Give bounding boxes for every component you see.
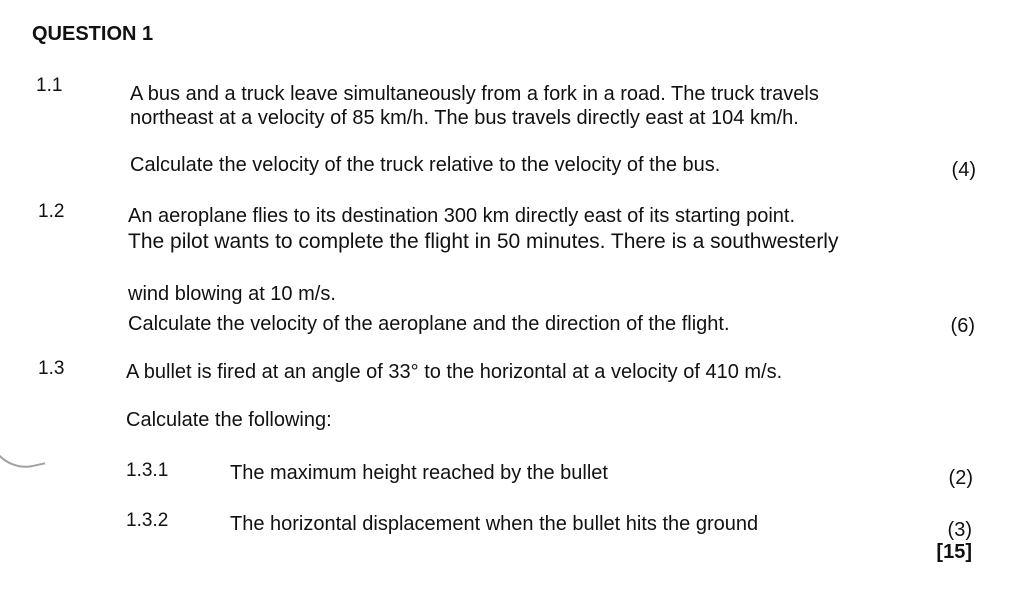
question-number-1-3: 1.3 bbox=[38, 358, 65, 379]
question-1-2-marks: (6) bbox=[950, 315, 975, 337]
question-1-3-1-marks: (2) bbox=[948, 467, 973, 489]
question-1-3-instruction: Calculate the following: bbox=[126, 409, 332, 431]
question-1-1-instruction: Calculate the velocity of the truck relative to the velocity of the bus. bbox=[130, 154, 721, 176]
question-total-marks: [15] bbox=[936, 541, 972, 563]
question-1-2-line-2: The pilot wants to complete the flight in 50 minutes. There is a southwesterly bbox=[128, 230, 839, 253]
scan-artifact-arc bbox=[0, 427, 45, 475]
question-number-1-3-1: 1.3.1 bbox=[126, 460, 169, 481]
question-1-3-1-text: The maximum height reached by the bullet bbox=[230, 462, 608, 484]
question-number-1-1: 1.1 bbox=[36, 75, 63, 96]
question-number-1-2: 1.2 bbox=[38, 201, 65, 222]
question-1-2-instruction: Calculate the velocity of the aeroplane and the direction of the flight. bbox=[128, 313, 730, 335]
question-1-2-line-3: wind blowing at 10 m/s. bbox=[128, 283, 336, 305]
question-1-1-line-1: A bus and a truck leave simultaneously from a fork in a road. The truck travels bbox=[130, 83, 819, 105]
question-1-3-2-text: The horizontal displacement when the bullet hits the ground bbox=[230, 513, 759, 535]
question-1-3-line-1: A bullet is fired at an angle of 33° to the horizontal at a velocity of 410 m/s. bbox=[126, 361, 783, 383]
question-1-1-marks: (4) bbox=[951, 159, 976, 181]
question-number-1-3-2: 1.3.2 bbox=[126, 510, 169, 531]
question-1-2-line-1: An aeroplane flies to its destination 300 km directly east of its starting point. bbox=[128, 205, 796, 227]
question-1-1-line-2: northeast at a velocity of 85 km/h. The bus travels directly east at 104 km/h. bbox=[130, 107, 799, 129]
question-1-3-2-marks: (3) bbox=[947, 519, 972, 541]
question-title: QUESTION 1 bbox=[32, 23, 154, 45]
